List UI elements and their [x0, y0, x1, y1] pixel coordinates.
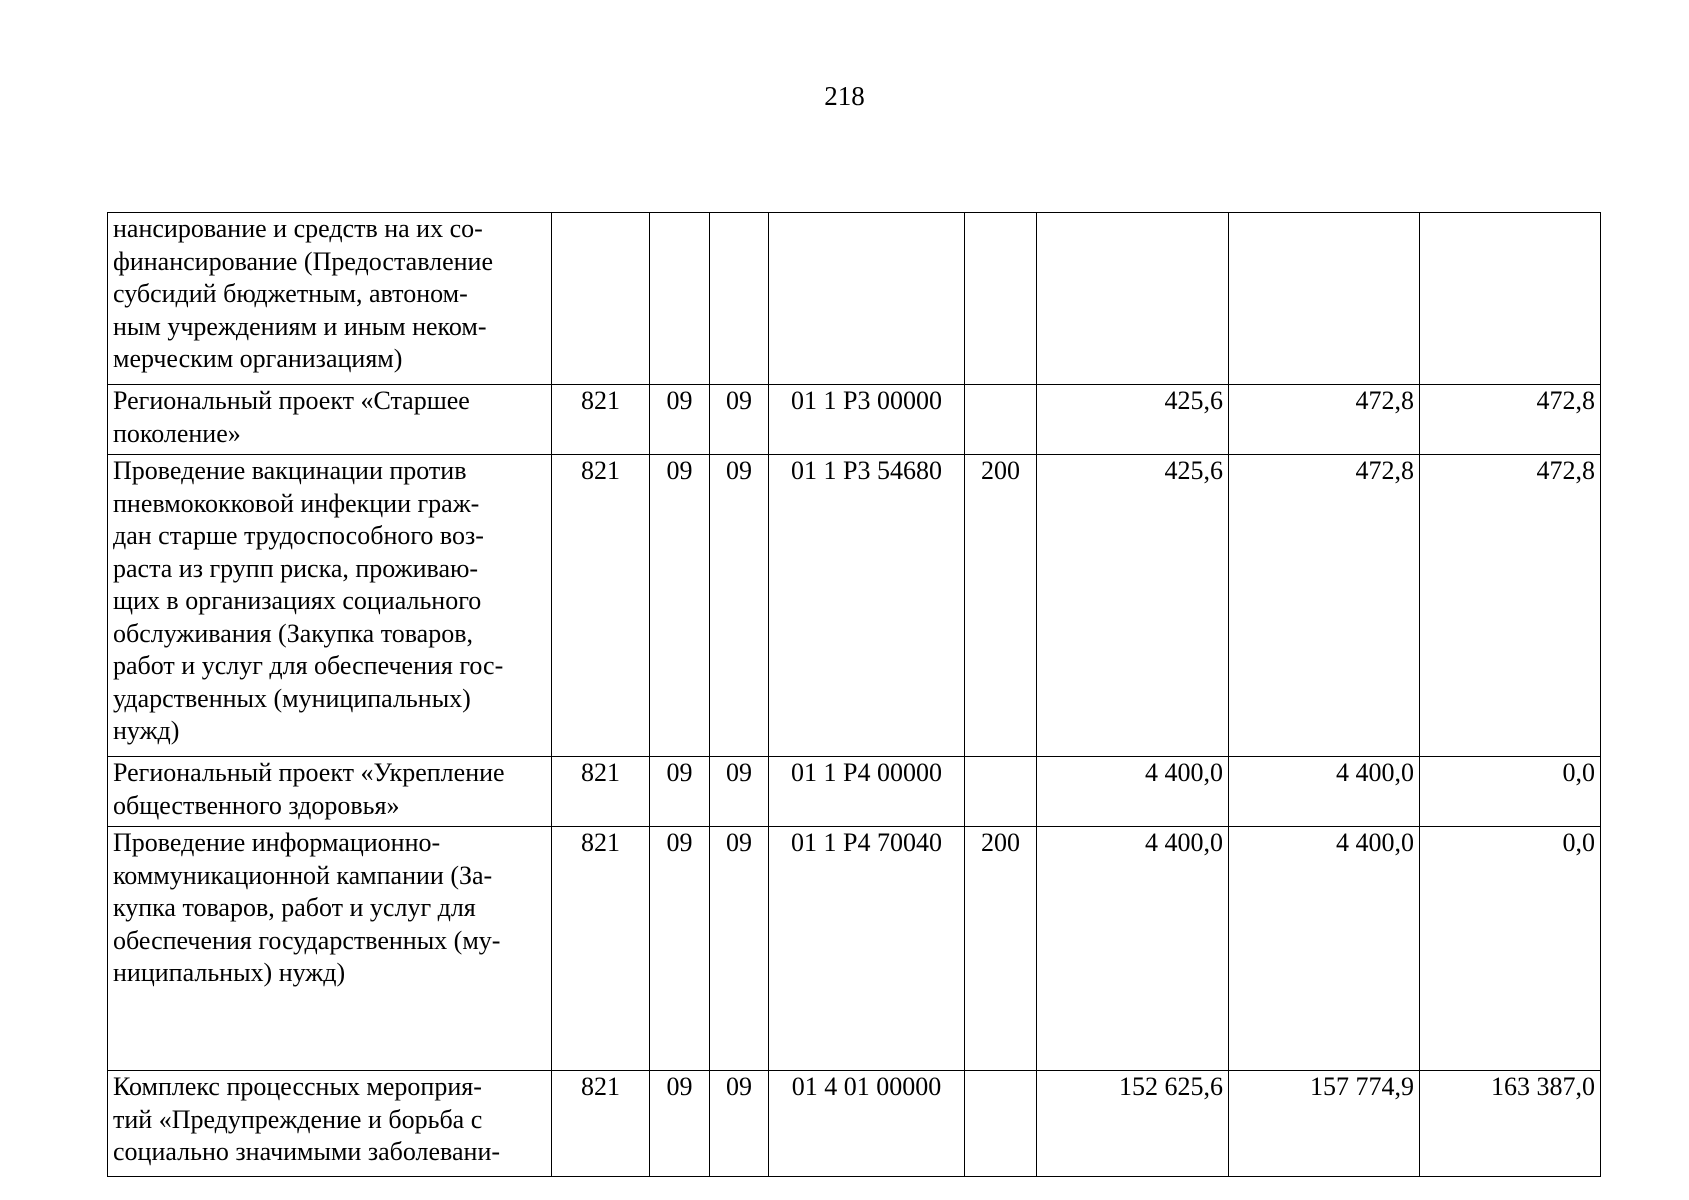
cell-expense-type [965, 213, 1037, 385]
cell-amount-2: 4 400,0 [1229, 827, 1420, 1071]
cell-subsection: 09 [710, 455, 769, 757]
cell-amount-3: 472,8 [1420, 455, 1601, 757]
row-name: Региональный проект «Старшее поколение» [108, 385, 552, 455]
cell-grbs: 821 [552, 1071, 650, 1177]
cell-section: 09 [650, 385, 710, 455]
cell-expense-type: 200 [965, 827, 1037, 1071]
table-row [108, 455, 1601, 757]
cell-target-article: 01 1 Р3 00000 [769, 385, 965, 455]
cell-amount-2 [1229, 213, 1420, 385]
cell-target-article [769, 213, 965, 385]
cell-amount-1: 4 400,0 [1037, 827, 1229, 1071]
cell-grbs: 821 [552, 385, 650, 455]
cell-amount-2: 4 400,0 [1229, 757, 1420, 827]
table-row [108, 757, 1601, 827]
cell-amount-3: 163 387,0 [1420, 1071, 1601, 1177]
cell-amount-1: 4 400,0 [1037, 757, 1229, 827]
cell-amount-1: 425,6 [1037, 385, 1229, 455]
cell-grbs: 821 [552, 455, 650, 757]
row-name: Региональный проект «Укрепление общественного здоровья» [108, 757, 552, 827]
row-name: Проведение вакцинации против пневмококковой инфекции граж- дан старше трудоспособного воз- раста из групп риска, проживаю- щих в организациях социального обслуживания (Закупка товаров, работ и услуг для обеспечения гос- ударственных (муниципальных) нужд) [108, 455, 552, 757]
cell-section [650, 213, 710, 385]
cell-amount-3 [1420, 213, 1601, 385]
cell-amount-2: 472,8 [1229, 385, 1420, 455]
cell-grbs: 821 [552, 757, 650, 827]
cell-expense-type [965, 757, 1037, 827]
cell-subsection [710, 213, 769, 385]
cell-section: 09 [650, 1071, 710, 1177]
budget-table [107, 212, 1601, 1177]
cell-grbs [552, 213, 650, 385]
table-row [108, 213, 1601, 385]
cell-amount-1: 152 625,6 [1037, 1071, 1229, 1177]
cell-target-article: 01 4 01 00000 [769, 1071, 965, 1177]
cell-section: 09 [650, 757, 710, 827]
table-row [108, 1071, 1601, 1177]
table-row [108, 385, 1601, 455]
cell-grbs: 821 [552, 827, 650, 1071]
cell-amount-3: 0,0 [1420, 757, 1601, 827]
cell-subsection: 09 [710, 827, 769, 1071]
cell-target-article: 01 1 Р4 00000 [769, 757, 965, 827]
row-name: Проведение информационно- коммуникационной кампании (За- купка товаров, работ и услуг для обеспечения государственных (му- ниципальных) нужд) [108, 827, 552, 1071]
cell-expense-type [965, 1071, 1037, 1177]
cell-subsection: 09 [710, 1071, 769, 1177]
cell-subsection: 09 [710, 757, 769, 827]
cell-subsection: 09 [710, 385, 769, 455]
cell-expense-type: 200 [965, 455, 1037, 757]
row-name: Комплекс процессных мероприя- тий «Предупреждение и борьба с социально значимыми заболевани- [108, 1071, 552, 1177]
cell-target-article: 01 1 Р3 54680 [769, 455, 965, 757]
cell-amount-1: 425,6 [1037, 455, 1229, 757]
cell-section: 09 [650, 827, 710, 1071]
cell-amount-2: 472,8 [1229, 455, 1420, 757]
table-row [108, 827, 1601, 1071]
cell-amount-3: 472,8 [1420, 385, 1601, 455]
cell-amount-2: 157 774,9 [1229, 1071, 1420, 1177]
cell-section: 09 [650, 455, 710, 757]
cell-expense-type [965, 385, 1037, 455]
cell-amount-1 [1037, 213, 1229, 385]
row-name: нансирование и средств на их со- финансирование (Предоставление субсидий бюджетным, автоном- ным учреждениям и иным неком- мерческим организациям) [108, 213, 552, 385]
cell-target-article: 01 1 Р4 70040 [769, 827, 965, 1071]
cell-amount-3: 0,0 [1420, 827, 1601, 1071]
page-number: 218 [824, 81, 865, 111]
